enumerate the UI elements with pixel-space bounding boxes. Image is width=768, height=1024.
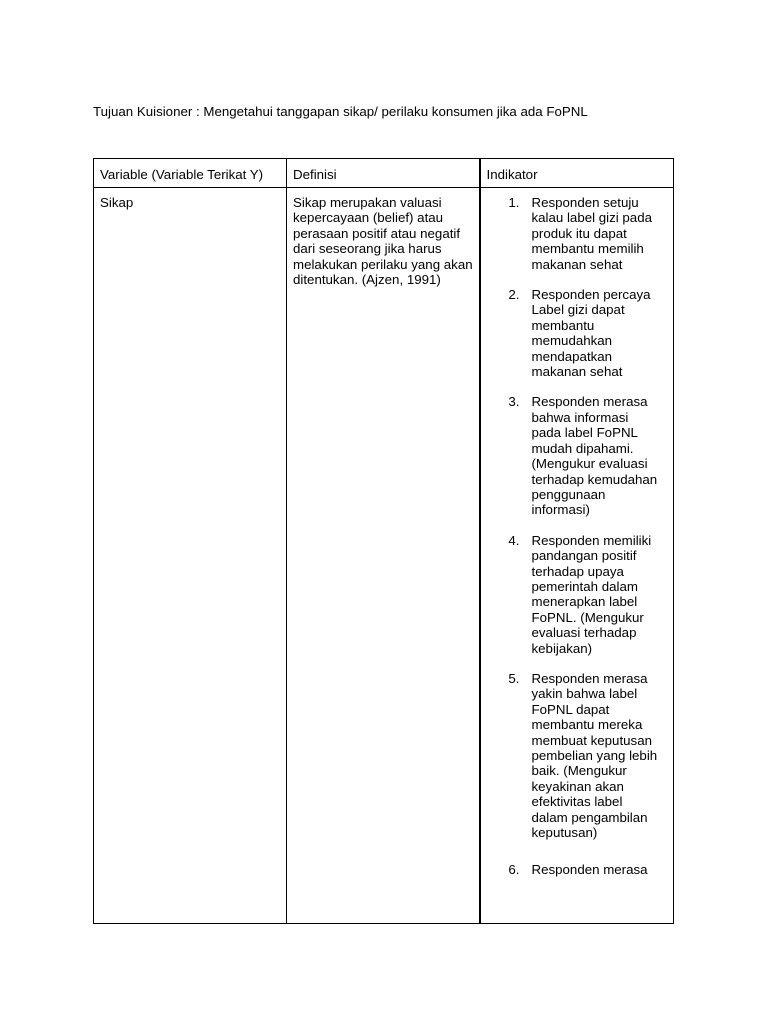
header-definisi: Definisi	[293, 167, 337, 182]
list-item	[481, 195, 670, 272]
list-item-text: Responden merasa yakin bahwa label FoPNL dapat membantu mereka membuat keputusan pembelian yang lebih baik. (Mengukur keyakinan akan efektivitas label dalam pengambilan keputusan)	[531, 670, 658, 841]
definition-cell	[287, 188, 480, 924]
list-item-number: 2.	[508, 287, 520, 303]
definition-text: Sikap merupakan valuasi kepercayaan (belief) atau perasaan positif atau negatif dari seseorang jika harus melakukan perilaku yang akan ditentukan. (Ajzen, 1991)	[293, 195, 473, 288]
list-item	[481, 533, 670, 656]
list-item-number: 3.	[508, 394, 520, 410]
table-row	[94, 188, 674, 924]
list-item-number: 1.	[508, 195, 520, 210]
header-cell-variable	[94, 159, 287, 188]
header-indikator: Indikator	[486, 167, 538, 182]
list-item-text: Responden merasa	[531, 862, 648, 878]
list-item	[481, 394, 670, 517]
list-item-text: Responden memiliki pandangan positif terhadap upaya pemerintah dalam menerapkan label FoPNL. (Mengukur evaluasi terhadap kebijakan)	[531, 532, 652, 656]
list-item-text: Responden percaya Label gizi dapat membantu memudahkan mendapatkan makanan sehat	[531, 287, 651, 380]
list-item-text: Responden merasa bahwa informasi pada label FoPNL mudah dipahami. (Mengukur evaluasi terhadap kemudahan penggunaan informasi)	[531, 394, 658, 518]
list-item-number: 6.	[508, 862, 520, 878]
header-cell-definisi	[287, 159, 480, 188]
questionnaire-purpose: Tujuan Kuisioner : Mengetahui tanggapan sikap/ perilaku konsumen jika ada FoPNL	[93, 104, 588, 119]
list-item	[481, 862, 670, 877]
indicator-cell	[480, 188, 674, 924]
list-item	[481, 671, 670, 840]
variable-table	[93, 158, 674, 924]
header-variable: Variable (Variable Terikat Y)	[100, 167, 264, 182]
table-header-row	[94, 159, 674, 188]
variable-name: Sikap	[100, 195, 134, 210]
header-cell-indikator	[480, 159, 674, 188]
list-item-text: Responden setuju kalau label gizi pada produk itu dapat membantu memilih makanan sehat	[531, 195, 652, 272]
list-item	[481, 287, 670, 379]
indicator-list	[481, 188, 674, 878]
list-item-number: 5.	[508, 670, 520, 686]
variable-cell	[94, 188, 287, 924]
list-item-number: 4.	[508, 532, 520, 548]
